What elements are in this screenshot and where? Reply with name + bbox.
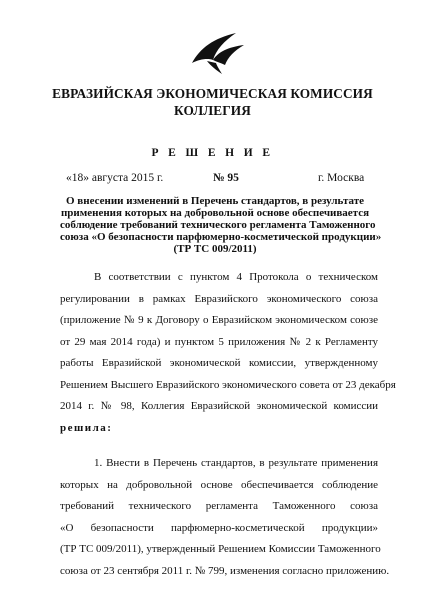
document-city: г. Москва [318, 172, 365, 184]
clause-1-paragraph [60, 453, 390, 582]
subject-line: О внесении изменений в Перечень стандартов, в результате [65, 195, 364, 207]
document-type: Р Е Ш Е Н И Е [151, 147, 274, 159]
paragraph-line: работы Евразийской экономической комиссии, утвержденному [60, 357, 378, 369]
paragraph-line: Решением Высшего Евразийского экономического совета от 23 декабря [60, 378, 396, 391]
collegium-name: КОЛЛЕГИЯ [174, 103, 251, 118]
paragraph-line: требований технического регламента Таможенного союза [60, 500, 378, 512]
subject-line: применения которых на добровольной основе обеспечивается [60, 207, 370, 219]
paragraph-line: (приложение № 9 к Договору о Евразийском экономическом союзе [60, 314, 378, 326]
paragraph-line: союза от 23 сентября 2011 г. № 799, изменения согласно приложению. [60, 564, 390, 577]
document-number: № 95 [213, 172, 239, 184]
subject-line: (ТР ТС 009/2011) [173, 243, 257, 255]
paragraph-line: от 29 мая 2014 года) и пунктом 5 приложения № 2 к Регламенту [60, 335, 378, 348]
paragraph-line: В соответствии с пунктом 4 Протокола о техническом [94, 271, 378, 283]
paragraph-line: (ТР ТС 009/2011), утвержденный Решением Комиссии Таможенного [60, 543, 381, 555]
paragraph-line: которых на добровольной основе обеспечивается соблюдение [60, 478, 378, 491]
paragraph-line: регулировании в рамках Евразийского экономического союза [60, 292, 378, 305]
subject-line: союза «О безопасности парфюмерно-косметической продукции» [60, 231, 382, 243]
eagle-emblem-icon [190, 30, 246, 78]
preamble-paragraph [60, 267, 396, 439]
paragraph-line: «О безопасности парфюмерно-косметической продукции» [60, 521, 378, 534]
paragraph-line: 1. Внести в Перечень стандартов, в результате применения [94, 457, 378, 469]
document-subject [60, 195, 382, 255]
subject-line: соблюдение требований технического регламента Таможенного [60, 219, 376, 231]
resolved-word: решила: [60, 421, 113, 434]
document-date: «18» августа 2015 г. [66, 172, 164, 184]
paragraph-line: 2014 г. № 98, Коллегия Евразийской экономической комиссии [60, 400, 378, 412]
organization-name: ЕВРАЗИЙСКАЯ ЭКОНОМИЧЕСКАЯ КОМИССИЯ [52, 86, 373, 101]
